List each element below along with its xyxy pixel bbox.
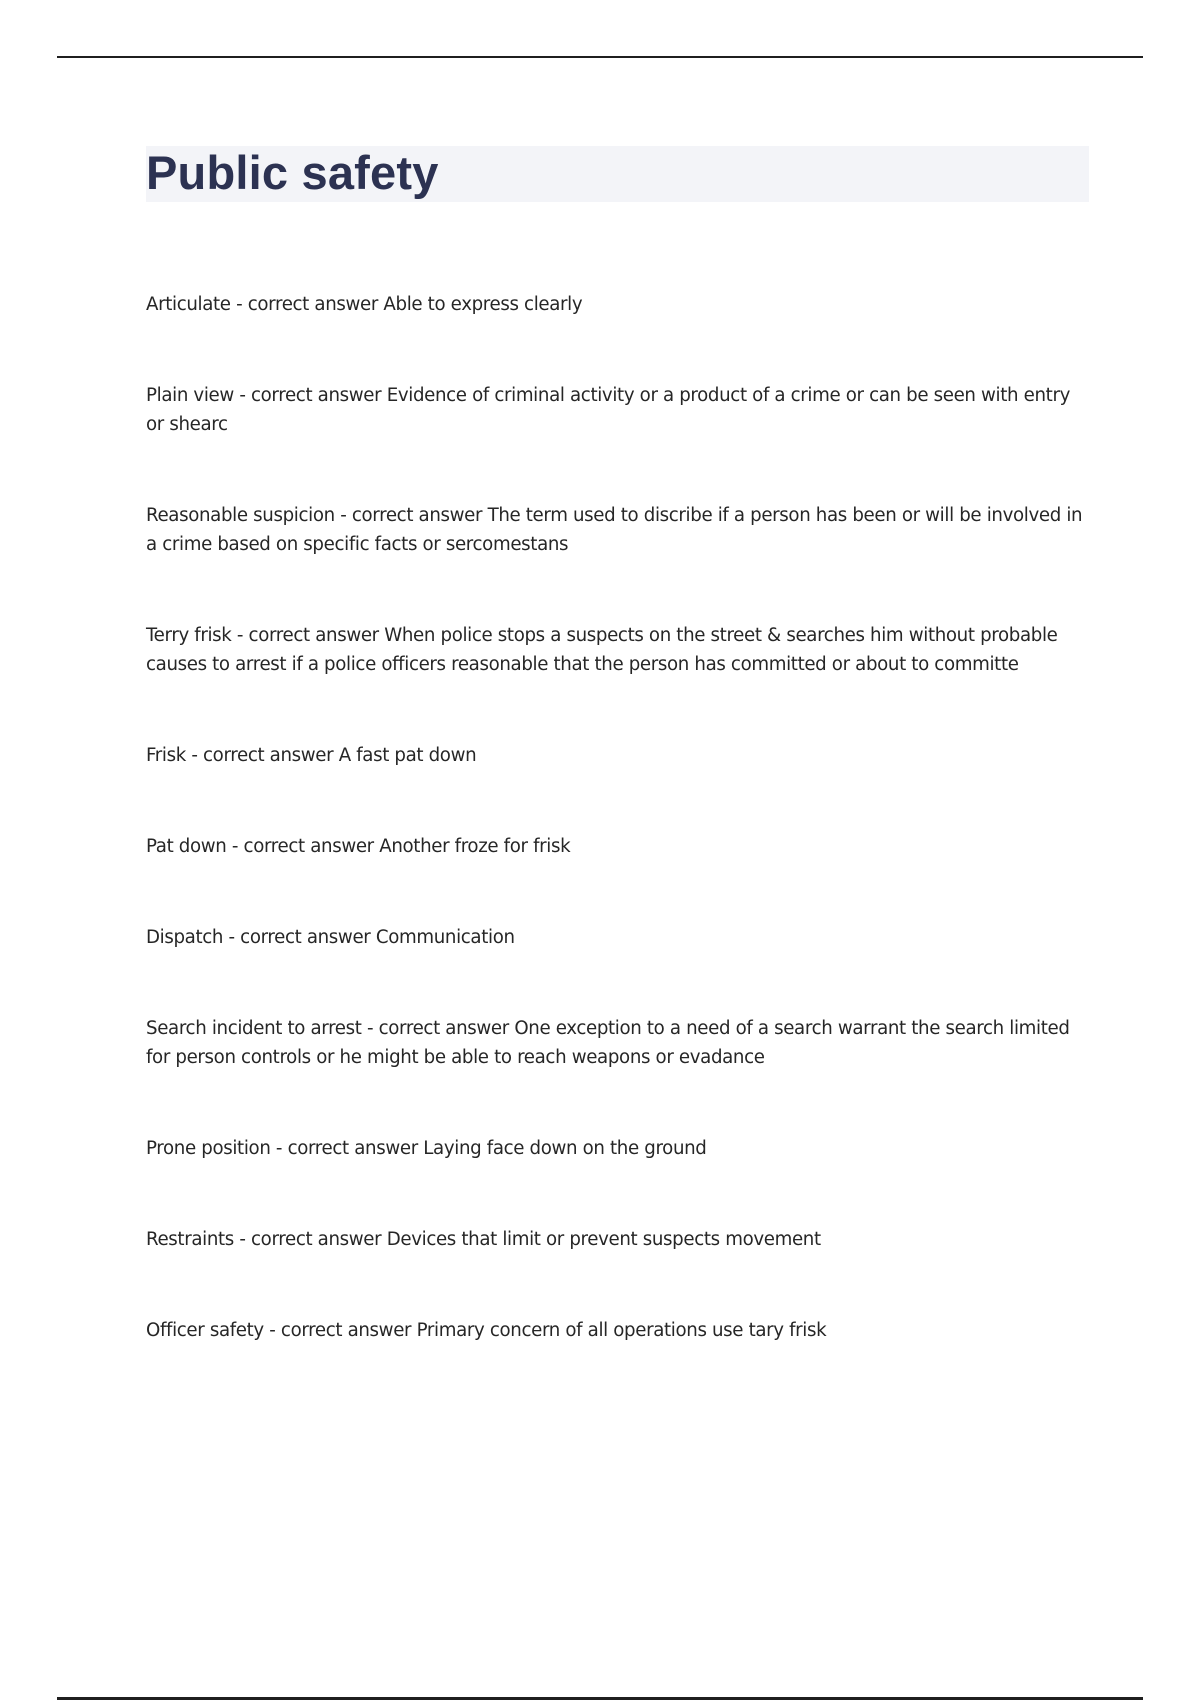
entry-term: Terry frisk (146, 625, 232, 646)
entry-separator: - correct answer (263, 1320, 417, 1341)
entry-term: Frisk (146, 745, 186, 766)
entry-separator: - correct answer (231, 625, 385, 646)
entry-definition: Primary concern of all operations use tary frisk (416, 1320, 827, 1341)
entry-term: Plain view (146, 385, 234, 406)
flashcard-entry (146, 501, 1091, 559)
top-rule (57, 56, 1143, 58)
entry-term: Dispatch (146, 927, 224, 948)
entry-separator: - correct answer (233, 385, 387, 406)
flashcard-entry (146, 1225, 1091, 1254)
entry-definition: When police stops a suspects on the street & searches him without probable causes to arrest if a police officers reasonable that the person has committed or about to committe (146, 625, 1058, 675)
entry-separator: - correct answer (270, 1138, 424, 1159)
entry-separator: - correct answer (223, 927, 376, 948)
flashcard-entry (146, 923, 1091, 952)
flashcard-entry (146, 832, 1091, 861)
flashcard-entry (146, 381, 1091, 439)
entry-separator: - correct answer (361, 1018, 515, 1039)
entry-term: Officer safety (146, 1320, 264, 1341)
entry-separator: - correct answer (334, 505, 488, 526)
entry-term: Restraints (146, 1229, 234, 1250)
entry-separator: - correct answer (226, 836, 380, 857)
flashcard-entry (146, 621, 1091, 679)
flashcard-list (146, 290, 1091, 1407)
entry-term: Search incident to arrest (146, 1018, 362, 1039)
entry-definition: Another froze for frisk (379, 836, 571, 857)
entry-definition: Laying face down on the ground (423, 1138, 707, 1159)
entry-definition: Communication (375, 927, 515, 948)
entry-separator: - correct answer (230, 294, 384, 315)
entry-term: Pat down (146, 836, 227, 857)
entry-separator: - correct answer (233, 1229, 387, 1250)
entry-definition: Able to express clearly (383, 294, 583, 315)
entry-term: Reasonable suspicion (146, 505, 335, 526)
entry-term: Prone position (146, 1138, 271, 1159)
entry-definition: Devices that limit or prevent suspects movement (386, 1229, 821, 1250)
entry-definition: A fast pat down (338, 745, 477, 766)
flashcard-entry (146, 290, 1091, 319)
flashcard-entry (146, 1014, 1091, 1072)
flashcard-entry (146, 741, 1091, 770)
flashcard-entry (146, 1134, 1091, 1163)
flashcard-entry (146, 1316, 1091, 1345)
document-title: Public safety (146, 146, 439, 199)
entry-term: Articulate (146, 294, 231, 315)
entry-separator: - correct answer (185, 745, 339, 766)
entry-definition: One exception to a need of a search warrant the search limited for person controls or he might be able to reach weapons or evadance (146, 1018, 1070, 1068)
entry-definition: Evidence of criminal activity or a product of a crime or can be seen with entry or shearc (146, 385, 1070, 435)
entry-definition: The term used to discribe if a person has been or will be involved in a crime based on specific facts or sercomestans (146, 505, 1083, 555)
